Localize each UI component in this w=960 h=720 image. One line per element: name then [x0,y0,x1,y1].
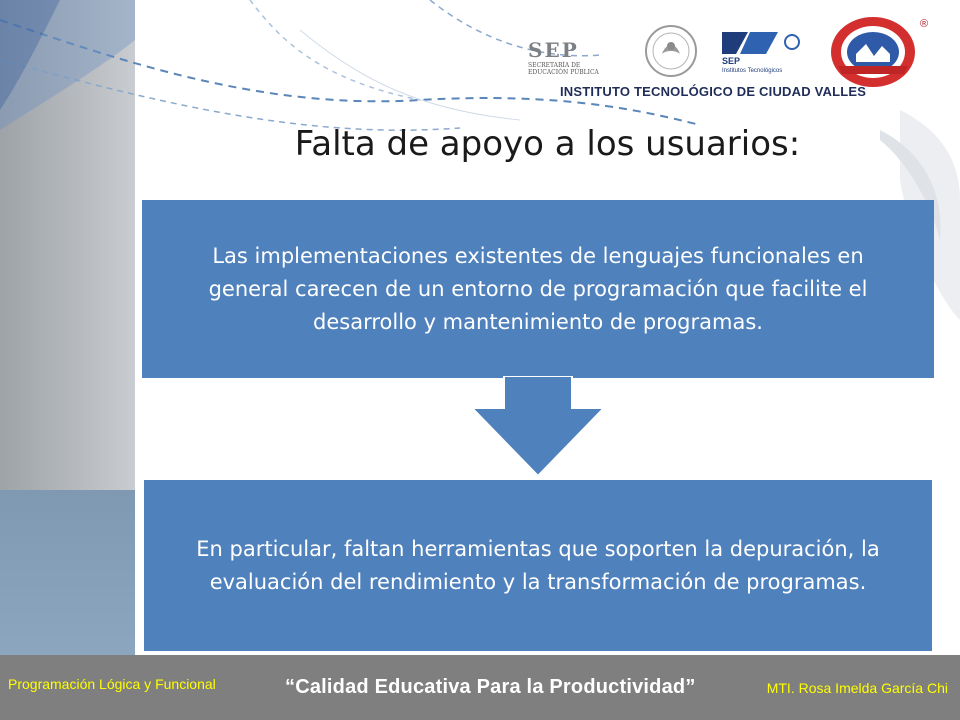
sep-logo-label: SEP [528,38,579,62]
footer-course: Programación Lógica y Funcional [8,676,216,692]
institute-name: INSTITUTO TECNOLÓGICO DE CIUDAD VALLES [560,84,867,99]
sep-it-label: SEP [722,56,741,66]
top-text-box [142,200,934,378]
footer-motto: “Calidad Educativa Para la Productividad” [285,676,696,698]
sep-it-sub: Institutos Tecnológicos [722,68,783,74]
registered-mark: ® [920,18,929,30]
bottom-text-box [142,478,934,653]
instituto-tecnologico-cd-valles-logo [828,14,918,90]
top-box-text: Las implementaciones existentes de lenguajes funcionales en general carecen de un entorno de programación que facilite el desarrollo y mantenimiento de programas. [208,243,868,334]
sep-institutos-tecnologicos-logo [718,24,808,74]
footer-author: MTI. Rosa Imelda García Chi [766,680,948,696]
sep-logo-sub-2: EDUCACIÓN PÚBLICA [528,69,599,76]
slide-title: Falta de apoyo a los usuarios: [294,124,801,164]
down-arrow-icon [468,376,608,480]
mexico-seal-icon [644,24,698,78]
sep-logo [528,38,628,76]
bottom-box-text: En particular, faltan herramientas que soporten la depuración, la evaluación del rendimiento y la transformación de programas. [196,536,880,594]
sep-logo-sub-1: SECRETARÍA DE [528,62,581,69]
